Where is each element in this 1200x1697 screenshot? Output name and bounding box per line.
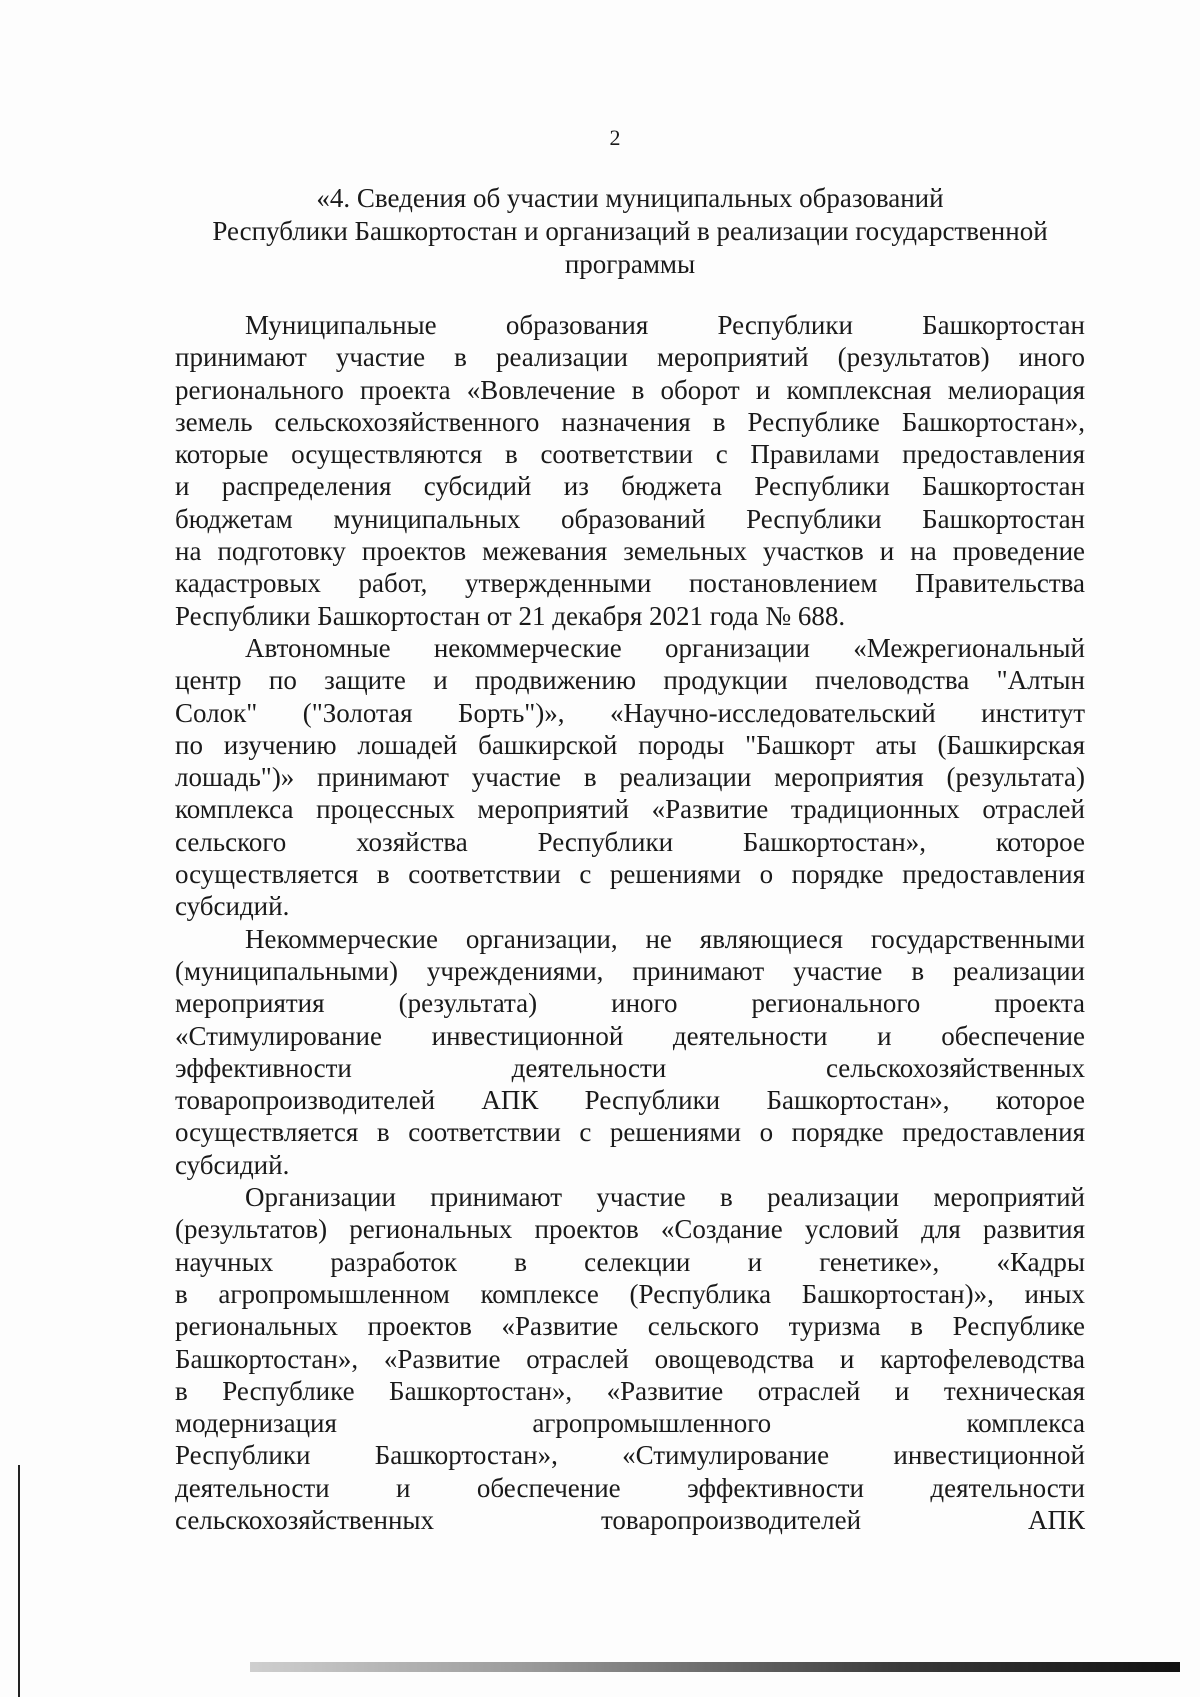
paragraph [175,1181,1085,1536]
body-text [175,309,1085,1536]
scan-margin-line [18,1465,20,1697]
text-line: осуществляется в соответствии с решениями о порядке предоставления [175,1117,1085,1148]
text-line: мероприятия (результата) иного регионального проекта [175,988,1085,1019]
text-line: эффективности деятельности сельскохозяйственных [175,1052,1085,1083]
paragraph [175,632,1085,923]
text-line: субсидий. [175,891,290,922]
text-line: центр по защите и продвижению продукции пчеловодства "Алтын [175,665,1085,696]
title-line: Республики Башкортостан и организаций в реализации государственной [212,216,1048,246]
text-line: «Стимулирование инвестиционной деятельности и обеспечение [175,1020,1085,1051]
text-line: модернизация агропромышленного комплекса [175,1408,1085,1439]
text-line: Автономные некоммерческие организации «Межрегиональный [245,632,1085,663]
text-line: кадастровых работ, утвержденными постановлением Правительства [175,568,1085,599]
text-line: земель сельскохозяйственного назначения в Республике Башкортостан», [175,406,1085,437]
title-line: «4. Сведения об участии муниципальных образований [316,183,944,213]
text-line: Башкортостан», «Развитие отраслей овощеводства и картофелеводства [175,1343,1085,1374]
text-line: научных разработок в селекции и генетике», «Кадры [175,1246,1085,1277]
text-line: Солок" ("Золотая Борть")», «Научно-исследовательский институт [175,697,1085,728]
text-line: Республики Башкортостан», «Стимулирование инвестиционной [175,1440,1085,1471]
text-line: сельского хозяйства Республики Башкортостан», которое [175,826,1085,857]
paragraph [175,309,1085,632]
text-line: Муниципальные образования Республики Башкортостан [245,310,1085,340]
text-line: в Республике Башкортостан», «Развитие отраслей и техническая [175,1375,1085,1406]
scan-edge-shadow [250,1662,1180,1672]
text-line: субсидий. [175,1149,290,1180]
text-line: Некоммерческие организации, не являющиеся государственными [245,923,1085,954]
text-line: бюджетам муниципальных образований Республики Башкортостан [175,503,1085,534]
text-line: регионального проекта «Вовлечение в оборот и комплексная мелиорация [175,374,1085,405]
text-line: лошадь")» принимают участие в реализации мероприятия (результата) [175,762,1085,793]
text-line: на подготовку проектов межевания земельных участков и на проведение [175,536,1085,567]
text-line: региональных проектов «Развитие сельского туризма в Республике [175,1311,1085,1342]
page-number: 2 [609,125,621,150]
paragraph [175,923,1085,1181]
text-line: по изучению лошадей башкирской породы "Башкорт аты (Башкирская [175,729,1085,760]
text-line: Республики Башкортостан от 21 декабря 2021 года № 688. [175,600,846,631]
text-line: деятельности и обеспечение эффективности деятельности [175,1472,1085,1503]
text-line: Организации принимают участие в реализации мероприятий [245,1182,1085,1213]
text-line: сельскохозяйственных товаропроизводителей АПК [175,1504,1085,1535]
text-line: осуществляется в соответствии с решениями о порядке предоставления [175,859,1085,890]
text-line: которые осуществляются в соответствии с Правилами предоставления [175,439,1085,470]
text-line: принимают участие в реализации мероприятий (результатов) иного [175,342,1085,373]
text-line: в агропромышленном комплексе (Республика Башкортостан)», иных [175,1278,1085,1309]
text-line: (результатов) региональных проектов «Создание условий для развития [175,1214,1085,1245]
title-line: программы [564,249,696,279]
text-line: комплекса процессных мероприятий «Развитие традиционных отраслей [175,794,1085,825]
text-line: и распределения субсидий из бюджета Республики Башкортостан [175,471,1085,502]
section-title [175,182,1085,281]
text-line: (муниципальными) учреждениями, принимают участие в реализации [175,955,1085,986]
text-line: товаропроизводителей АПК Республики Башкортостан», которое [175,1085,1085,1116]
